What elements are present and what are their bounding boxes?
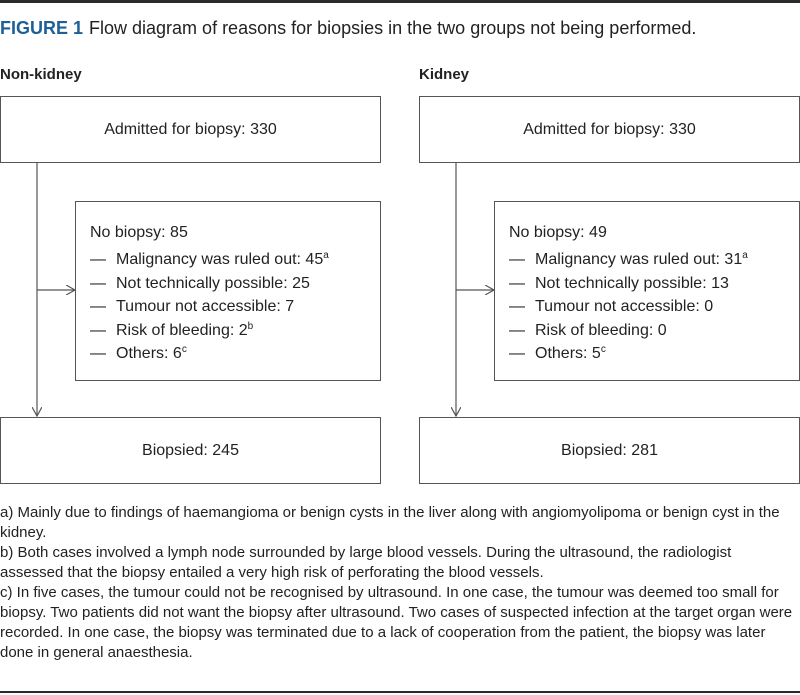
footnote-b: b) Both cases involved a lymph node surrounded by large blood vessels. During the ultrasound, the radiologist assessed that the biopsy entailed a very high risk of perforating the blood vessels. [0,544,732,581]
reason-text: Risk of bleeding: 2 [116,321,248,339]
reason-item [90,342,329,366]
dash: — [90,274,106,292]
footnote-marker: a [323,250,329,261]
figure-label: FIGURE 1 [0,18,84,38]
dash: — [509,251,525,268]
reason-list [509,248,748,366]
no-biopsy-title: No biopsy: 49 [509,224,607,241]
figure-caption-text: Flow diagram of reasons for biopsies in the two groups not being performed. [89,18,697,38]
dash: — [509,274,525,292]
admitted-box-kidney [419,96,800,163]
reason-text: Others: 6 [116,345,182,362]
admitted-box-nonkidney [0,96,381,163]
group-title-nonkidney: Non-kidney [0,66,82,83]
dash: — [509,298,525,315]
no-biopsy-box-nonkidney [75,201,381,381]
reason-text: Not technically possible: 13 [535,274,729,292]
dash: — [90,321,106,339]
reason-list [90,248,329,366]
biopsied-box-kidney [419,417,800,484]
footnotes [0,503,798,663]
reason-item [509,272,748,296]
footnote-marker: c [181,344,187,355]
reason-text: Others: 5 [535,345,601,362]
reason-item [90,272,329,296]
reason-text: Not technically possible: 25 [116,274,310,292]
biopsied-label: Biopsied: 281 [561,441,658,459]
reason-text: Tumour not accessible: 7 [116,298,295,315]
dash: — [509,321,525,339]
footnote-marker: a [742,250,748,261]
footnote-marker: b [247,320,254,332]
reason-text: Risk of bleeding: 0 [535,321,667,339]
reason-text: Tumour not accessible: 0 [535,298,714,315]
admitted-label: Admitted for biopsy: 330 [104,120,277,138]
footnote-marker: c [600,344,606,355]
reason-item [90,319,329,343]
no-biopsy-title: No biopsy: 85 [90,224,188,241]
dash: — [509,345,525,362]
biopsied-label: Biopsied: 245 [142,441,239,459]
dash: — [90,251,106,268]
group-title-kidney: Kidney [419,66,470,83]
reason-item [509,319,748,343]
footnote-c: c) In five cases, the tumour could not be recognised by ultrasound. In one case, the tumour was deemed too small for biopsy. Two patients did not want the biopsy after ultrasound. Two cases of suspected infection at the target organ were recorded. In one case, the biopsy was terminated due to a lack of cooperation from the patient, the biopsy was later done in general anaesthesia. [0,584,793,661]
reason-item [509,295,748,319]
reason-item [509,342,748,366]
reason-item [90,295,329,319]
reason-item [509,248,748,272]
reason-text: Malignancy was ruled out: 45 [116,251,324,268]
admitted-label: Admitted for biopsy: 330 [523,120,696,138]
no-biopsy-box-kidney [494,201,800,381]
dash: — [90,345,106,362]
reason-text: Malignancy was ruled out: 31 [535,251,743,268]
reason-item [90,248,329,272]
bottom-rule [0,691,800,693]
biopsied-box-nonkidney [0,417,381,484]
dash: — [90,298,106,315]
footnote-a: a) Mainly due to findings of haemangioma or benign cysts in the liver along with angiomyolipoma or benign cyst in the kidney. [0,504,780,541]
